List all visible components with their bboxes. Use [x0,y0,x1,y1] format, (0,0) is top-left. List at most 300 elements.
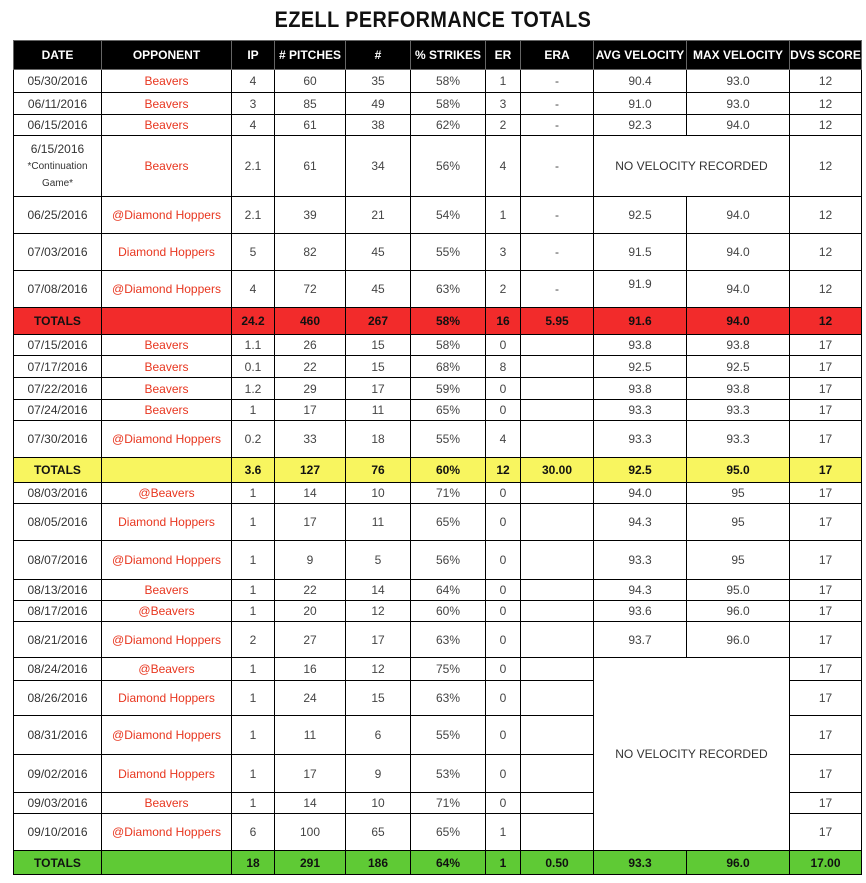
cell-date: 08/13/2016 [14,580,102,601]
cell-opponent: @Diamond Hoppers [102,716,232,755]
cell-num: 11 [346,504,411,541]
cell-strikes: 63% [411,681,486,716]
totals-er: 16 [486,308,521,335]
cell-avg-velocity: 92.3 [594,115,687,136]
cell-avg-velocity: 93.8 [594,335,687,356]
cell-era [521,681,594,716]
cell-pitches: 61 [275,136,346,197]
totals-ip: 24.2 [232,308,275,335]
cell-strikes: 54% [411,197,486,234]
cell-strikes: 71% [411,483,486,504]
cell-strikes: 55% [411,716,486,755]
cell-num: 45 [346,234,411,271]
cell-dvs: 17 [790,658,862,681]
cell-num: 18 [346,421,411,458]
cell-max-velocity: 93.0 [687,93,790,115]
cell-date: 08/24/2016 [14,658,102,681]
cell-date: 05/30/2016 [14,70,102,93]
cell-era: - [521,271,594,308]
cell-avg-velocity: 90.4 [594,70,687,93]
totals-row [14,851,862,875]
cell-date: 07/08/2016 [14,271,102,308]
table-row [14,70,862,93]
cell-ip: 1 [232,580,275,601]
cell-er: 0 [486,658,521,681]
cell-dvs: 12 [790,234,862,271]
totals-era: 0.50 [521,851,594,875]
cell-num: 11 [346,400,411,421]
cell-pitches: 20 [275,601,346,622]
cell-date: 08/26/2016 [14,681,102,716]
cell-pitches: 29 [275,378,346,400]
cell-date: 09/10/2016 [14,814,102,851]
cell-era [521,716,594,755]
cell-pitches: 9 [275,541,346,580]
cell-pitches: 16 [275,658,346,681]
cell-opponent: Beavers [102,793,232,814]
cell-strikes: 62% [411,115,486,136]
cell-strikes: 63% [411,622,486,658]
cell-opponent: Beavers [102,335,232,356]
cell-avg-velocity: 94.3 [594,580,687,601]
cell-num: 9 [346,755,411,793]
cell-avg-velocity: 91.0 [594,93,687,115]
cell-date: 07/17/2016 [14,356,102,378]
cell-opponent: Diamond Hoppers [102,681,232,716]
cell-avg-velocity: 93.6 [594,601,687,622]
cell-er: 0 [486,504,521,541]
table-row [14,400,862,421]
cell-ip: 2.1 [232,197,275,234]
cell-opponent: @Beavers [102,483,232,504]
totals-opponent-empty [102,308,232,335]
totals-strikes: 58% [411,308,486,335]
cell-date: 06/15/2016 [14,115,102,136]
cell-pitches: 24 [275,681,346,716]
totals-pitches: 127 [275,458,346,483]
cell-num: 10 [346,793,411,814]
totals-max-velocity: 94.0 [687,308,790,335]
cell-era [521,622,594,658]
totals-opponent-empty [102,851,232,875]
cell-opponent: @Diamond Hoppers [102,622,232,658]
cell-er: 0 [486,622,521,658]
table-row [14,658,862,681]
header-row [14,41,862,70]
totals-ip: 3.6 [232,458,275,483]
cell-pitches: 27 [275,622,346,658]
cell-era [521,335,594,356]
cell-ip: 1 [232,400,275,421]
cell-er: 1 [486,70,521,93]
cell-er: 0 [486,400,521,421]
cell-opponent: @Diamond Hoppers [102,421,232,458]
cell-max-velocity: 94.0 [687,271,790,308]
table-row [14,356,862,378]
cell-er: 0 [486,793,521,814]
cell-ip: 4 [232,271,275,308]
cell-avg-velocity: 91.9 [594,271,687,308]
cell-ip: 6 [232,814,275,851]
col-header-avg-velocity: AVG VELOCITY [594,41,687,70]
cell-er: 0 [486,755,521,793]
cell-pitches: 14 [275,793,346,814]
cell-num: 45 [346,271,411,308]
cell-date [14,136,102,197]
cell-date: 06/25/2016 [14,197,102,234]
cell-num: 15 [346,681,411,716]
cell-era: - [521,197,594,234]
cell-avg-velocity: 93.3 [594,421,687,458]
cell-max-velocity: 94.0 [687,234,790,271]
performance-table [13,40,862,875]
cell-strikes: 59% [411,378,486,400]
cell-ip: 1.1 [232,335,275,356]
totals-num: 186 [346,851,411,875]
col-header-pitches: # PITCHES [275,41,346,70]
cell-ip: 1.2 [232,378,275,400]
cell-er: 3 [486,93,521,115]
cell-avg-velocity: 92.5 [594,197,687,234]
cell-strikes: 58% [411,93,486,115]
cell-strikes: 55% [411,421,486,458]
cell-ip: 1 [232,793,275,814]
cell-opponent: @Diamond Hoppers [102,814,232,851]
date-text: 6/15/2016 [30,142,85,156]
cell-strikes: 58% [411,335,486,356]
totals-max-velocity: 95.0 [687,458,790,483]
cell-max-velocity: 93.0 [687,70,790,93]
cell-strikes: 71% [411,793,486,814]
cell-max-velocity: 96.0 [687,601,790,622]
cell-ip: 1 [232,483,275,504]
totals-label: TOTALS [14,458,102,483]
cell-strikes: 65% [411,400,486,421]
table-row [14,197,862,234]
no-velocity-cell: NO VELOCITY RECORDED [594,658,790,851]
cell-opponent: @Beavers [102,658,232,681]
cell-ip: 2 [232,622,275,658]
cell-dvs: 17 [790,755,862,793]
cell-dvs: 17 [790,793,862,814]
cell-ip: 4 [232,115,275,136]
cell-dvs: 17 [790,541,862,580]
col-header-opponent: OPPONENT [102,41,232,70]
cell-max-velocity: 95 [687,541,790,580]
totals-dvs: 12 [790,308,862,335]
col-header-era: ERA [521,41,594,70]
cell-dvs: 17 [790,622,862,658]
totals-dvs: 17.00 [790,851,862,875]
cell-max-velocity: 95 [687,504,790,541]
cell-ip: 1 [232,681,275,716]
cell-date: 08/21/2016 [14,622,102,658]
date-note: *Continuation Game* [27,161,88,189]
totals-avg-velocity: 92.5 [594,458,687,483]
cell-er: 0 [486,335,521,356]
table-row [14,504,862,541]
cell-dvs: 12 [790,197,862,234]
totals-er: 1 [486,851,521,875]
no-velocity-cell: NO VELOCITY RECORDED [594,136,790,197]
cell-dvs: 17 [790,814,862,851]
cell-num: 5 [346,541,411,580]
cell-num: 6 [346,716,411,755]
cell-num: 21 [346,197,411,234]
totals-max-velocity: 96.0 [687,851,790,875]
cell-dvs: 17 [790,681,862,716]
cell-num: 49 [346,93,411,115]
col-header-num: # [346,41,411,70]
cell-er: 0 [486,378,521,400]
cell-era: - [521,70,594,93]
totals-avg-velocity: 91.6 [594,308,687,335]
col-header-dvs-score: DVS SCORE [790,41,862,70]
cell-era: - [521,115,594,136]
cell-pitches: 82 [275,234,346,271]
cell-strikes: 53% [411,755,486,793]
cell-er: 8 [486,356,521,378]
cell-pitches: 22 [275,580,346,601]
cell-er: 0 [486,681,521,716]
cell-strikes: 56% [411,136,486,197]
cell-pitches: 17 [275,504,346,541]
table-row [14,234,862,271]
cell-date: 07/03/2016 [14,234,102,271]
cell-avg-velocity: 94.3 [594,504,687,541]
col-header-date: DATE [14,41,102,70]
cell-opponent: Beavers [102,580,232,601]
cell-num: 10 [346,483,411,504]
cell-date: 08/07/2016 [14,541,102,580]
cell-era [521,400,594,421]
cell-strikes: 63% [411,271,486,308]
cell-pitches: 33 [275,421,346,458]
cell-pitches: 26 [275,335,346,356]
cell-strikes: 65% [411,814,486,851]
cell-er: 2 [486,115,521,136]
cell-strikes: 64% [411,580,486,601]
page-title: EZELL PERFORMANCE TOTALS [274,7,592,32]
cell-pitches: 100 [275,814,346,851]
cell-max-velocity: 94.0 [687,197,790,234]
cell-dvs: 12 [790,136,862,197]
cell-avg-velocity: 94.0 [594,483,687,504]
cell-er: 0 [486,541,521,580]
cell-pitches: 17 [275,755,346,793]
cell-er: 0 [486,580,521,601]
cell-dvs: 17 [790,504,862,541]
table-row [14,622,862,658]
totals-row [14,308,862,335]
col-header-max-velocity: MAX VELOCITY [687,41,790,70]
table-row [14,271,862,308]
cell-date: 07/22/2016 [14,378,102,400]
cell-ip: 1 [232,716,275,755]
cell-er: 3 [486,234,521,271]
cell-era [521,504,594,541]
cell-date: 08/03/2016 [14,483,102,504]
cell-num: 34 [346,136,411,197]
table-row [14,335,862,356]
cell-opponent: Beavers [102,93,232,115]
cell-avg-velocity: 92.5 [594,356,687,378]
cell-date: 07/24/2016 [14,400,102,421]
cell-dvs: 12 [790,93,862,115]
col-header-strikes: % STRIKES [411,41,486,70]
cell-era [521,541,594,580]
cell-max-velocity: 93.3 [687,421,790,458]
table-row [14,115,862,136]
cell-num: 15 [346,356,411,378]
cell-max-velocity: 93.8 [687,378,790,400]
cell-opponent: @Beavers [102,601,232,622]
cell-dvs: 17 [790,400,862,421]
table-row [14,421,862,458]
totals-strikes: 64% [411,851,486,875]
cell-opponent: Beavers [102,70,232,93]
cell-er: 4 [486,421,521,458]
cell-dvs: 17 [790,601,862,622]
cell-ip: 1 [232,504,275,541]
cell-dvs: 12 [790,70,862,93]
cell-max-velocity: 93.3 [687,400,790,421]
cell-ip: 1 [232,601,275,622]
cell-strikes: 58% [411,70,486,93]
cell-num: 15 [346,335,411,356]
cell-pitches: 61 [275,115,346,136]
cell-era [521,814,594,851]
cell-dvs: 17 [790,356,862,378]
totals-num: 76 [346,458,411,483]
totals-er: 12 [486,458,521,483]
cell-era [521,580,594,601]
table-row [14,483,862,504]
cell-era [521,755,594,793]
cell-ip: 1 [232,755,275,793]
cell-strikes: 60% [411,601,486,622]
table-row [14,580,862,601]
cell-ip: 1 [232,541,275,580]
cell-opponent: Beavers [102,136,232,197]
totals-era: 30.00 [521,458,594,483]
cell-date: 08/17/2016 [14,601,102,622]
cell-pitches: 60 [275,70,346,93]
cell-opponent: @Diamond Hoppers [102,541,232,580]
cell-era: - [521,234,594,271]
cell-era [521,793,594,814]
cell-dvs: 17 [790,580,862,601]
cell-num: 12 [346,601,411,622]
cell-num: 17 [346,378,411,400]
cell-num: 17 [346,622,411,658]
cell-strikes: 65% [411,504,486,541]
cell-avg-velocity: 93.3 [594,400,687,421]
cell-era [521,378,594,400]
cell-er: 1 [486,814,521,851]
table-row [14,93,862,115]
col-header-ip: IP [232,41,275,70]
cell-ip: 5 [232,234,275,271]
cell-strikes: 68% [411,356,486,378]
cell-num: 35 [346,70,411,93]
table-row [14,378,862,400]
cell-date: 08/31/2016 [14,716,102,755]
cell-dvs: 17 [790,483,862,504]
cell-opponent: @Diamond Hoppers [102,271,232,308]
cell-opponent: Beavers [102,400,232,421]
cell-max-velocity: 94.0 [687,115,790,136]
cell-ip: 2.1 [232,136,275,197]
cell-num: 14 [346,580,411,601]
cell-opponent: Diamond Hoppers [102,504,232,541]
cell-pitches: 39 [275,197,346,234]
cell-opponent: @Diamond Hoppers [102,197,232,234]
totals-num: 267 [346,308,411,335]
cell-era: - [521,136,594,197]
cell-era [521,658,594,681]
totals-label: TOTALS [14,851,102,875]
totals-row [14,458,862,483]
cell-strikes: 56% [411,541,486,580]
cell-max-velocity: 95 [687,483,790,504]
table-row [14,136,862,197]
cell-num: 12 [346,658,411,681]
cell-date: 09/02/2016 [14,755,102,793]
totals-pitches: 291 [275,851,346,875]
totals-avg-velocity: 93.3 [594,851,687,875]
cell-date: 08/05/2016 [14,504,102,541]
cell-dvs: 12 [790,115,862,136]
cell-pitches: 85 [275,93,346,115]
cell-max-velocity: 96.0 [687,622,790,658]
cell-era: - [521,93,594,115]
cell-er: 0 [486,601,521,622]
table-row [14,541,862,580]
totals-era: 5.95 [521,308,594,335]
cell-pitches: 17 [275,400,346,421]
cell-opponent: Diamond Hoppers [102,234,232,271]
totals-strikes: 60% [411,458,486,483]
cell-ip: 1 [232,658,275,681]
totals-dvs: 17 [790,458,862,483]
cell-era [521,601,594,622]
cell-pitches: 22 [275,356,346,378]
totals-pitches: 460 [275,308,346,335]
cell-avg-velocity: 91.5 [594,234,687,271]
cell-era [521,421,594,458]
totals-ip: 18 [232,851,275,875]
cell-er: 1 [486,197,521,234]
cell-opponent: Beavers [102,115,232,136]
cell-pitches: 14 [275,483,346,504]
cell-max-velocity: 92.5 [687,356,790,378]
cell-er: 0 [486,483,521,504]
cell-dvs: 17 [790,421,862,458]
cell-max-velocity: 93.8 [687,335,790,356]
cell-era [521,483,594,504]
cell-pitches: 72 [275,271,346,308]
cell-date: 09/03/2016 [14,793,102,814]
cell-ip: 0.1 [232,356,275,378]
cell-ip: 3 [232,93,275,115]
table-row [14,601,862,622]
cell-avg-velocity: 93.8 [594,378,687,400]
cell-opponent: Diamond Hoppers [102,755,232,793]
cell-dvs: 17 [790,716,862,755]
cell-date: 07/30/2016 [14,421,102,458]
cell-max-velocity: 95.0 [687,580,790,601]
